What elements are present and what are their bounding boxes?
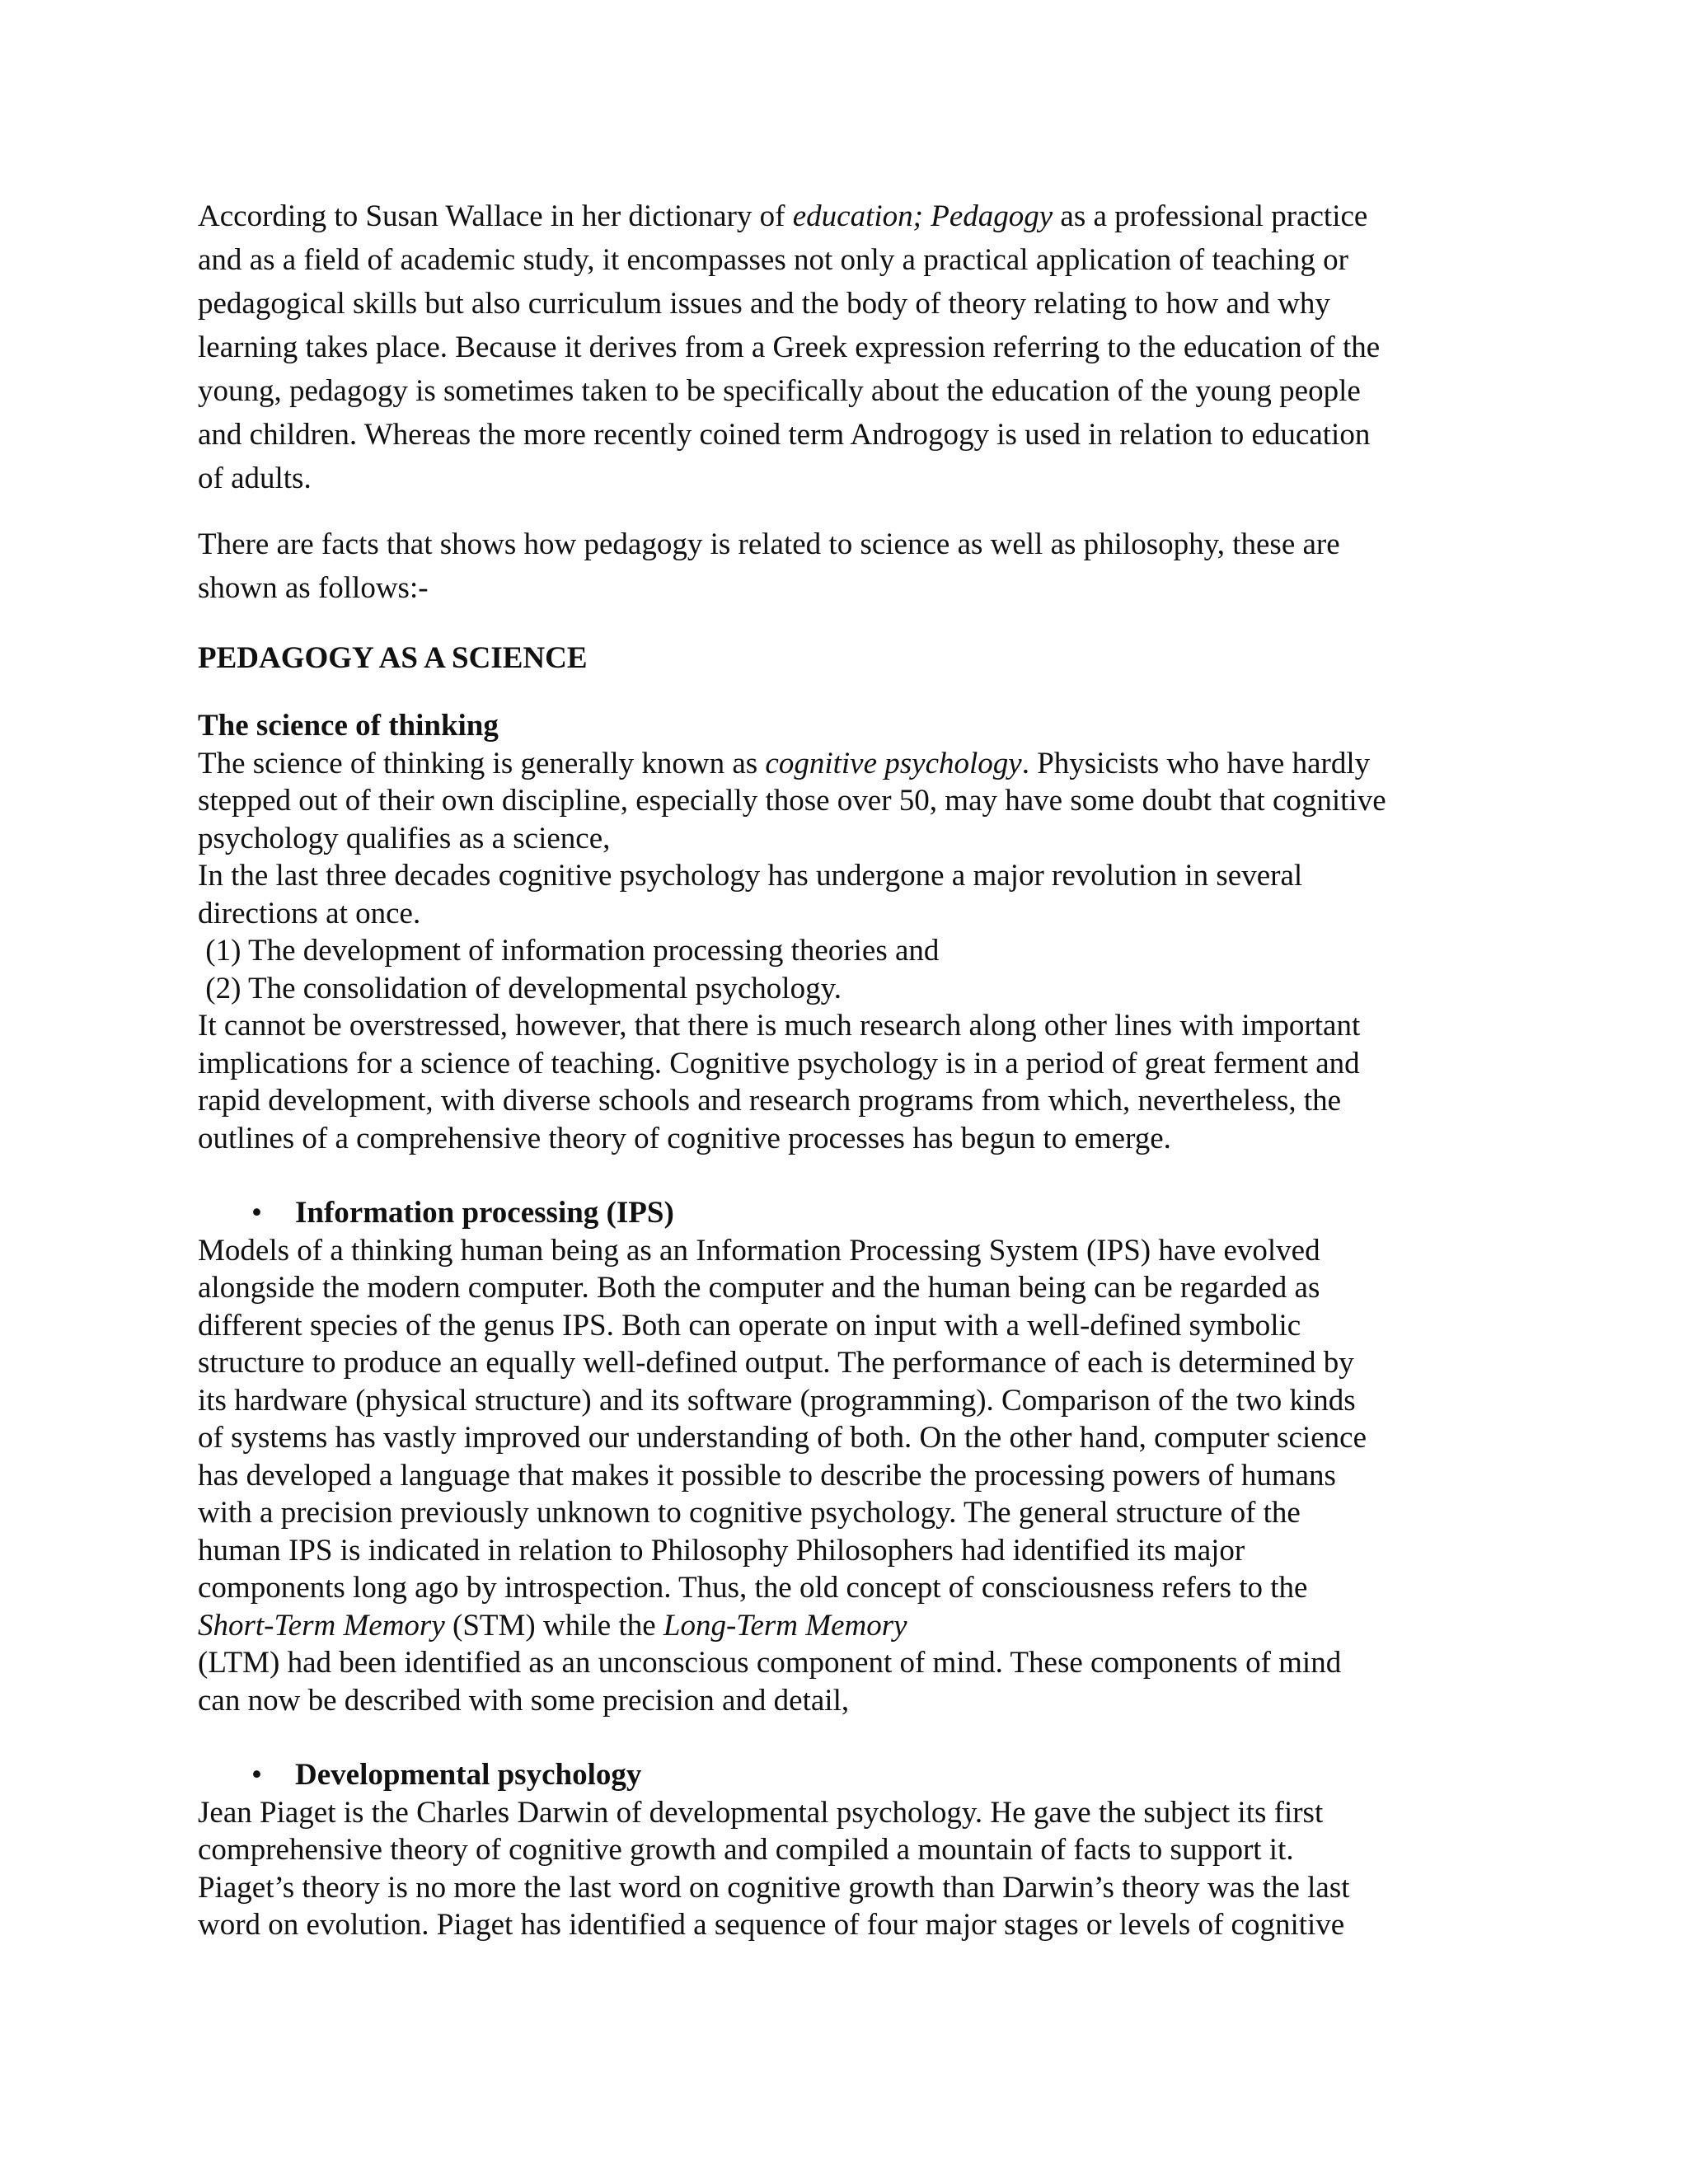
intro-line-1-text: According to Susan Wallace in her dictionary of (198, 199, 793, 233)
ips-line-13: can now be described with some precision and detail, (198, 1683, 850, 1718)
facts-line-2: shown as follows:- (198, 571, 429, 605)
thinking-line-10: rapid development, with diverse schools and research programs from which, nevertheless, the (198, 1084, 1342, 1118)
intro-line-4: learning takes place. Because it derives from a Greek expression referring to the education of the (198, 330, 1381, 364)
ips-line-3: different species of the genus IPS. Both can operate on input with a well-defined symbolic (198, 1308, 1301, 1343)
thinking-line-4: In the last three decades cognitive psychology has undergone a major revolution in several (198, 859, 1303, 893)
ips-line-11 (198, 1609, 907, 1643)
ips-line-5: its hardware (physical structure) and its software (programming). Comparison of the two kinds (198, 1383, 1356, 1418)
dev-body (198, 1794, 1500, 1944)
thinking-line-5: directions at once. (198, 896, 421, 930)
intro-italic-term: education; Pedagogy (792, 199, 1053, 233)
ips-line-9: human IPS is indicated in relation to Philosophy Philosophers had identified its major (198, 1533, 1245, 1568)
facts-paragraph (198, 523, 1500, 610)
ips-line-11-mid: (STM) while the (444, 1608, 663, 1643)
section-heading: PEDAGOGY AS A SCIENCE (198, 641, 588, 675)
dev-line-3: Piaget’s theory is no more the last word on cognitive growth than Darwin’s theory was the last (198, 1870, 1350, 1905)
intro-paragraph (198, 194, 1500, 500)
thinking-line-1 (198, 747, 1370, 780)
ips-line-2: alongside the modern computer. Both the computer and the human being can be regarded as (198, 1271, 1320, 1305)
intro-line-1-end: as a professional practice (1053, 199, 1368, 233)
ips-line-4: structure to produce an equally well-defined output. The performance of each is determined by (198, 1346, 1354, 1380)
dev-line-2: comprehensive theory of cognitive growth and compiled a mountain of facts to support it. (198, 1833, 1294, 1867)
dev-heading (198, 1756, 1500, 1794)
ips-line-10: components long ago by introspection. Thus, the old concept of consciousness refers to the (198, 1571, 1308, 1605)
ips-line-12: (LTM) had been identified as an unconscious component of mind. These components of mind (198, 1646, 1342, 1680)
ips-body (198, 1232, 1500, 1720)
ips-line-8: with a precision previously unknown to cognitive psychology. The general structure of the (198, 1496, 1301, 1530)
ips-line-6: of systems has vastly improved our understanding of both. On the other hand, computer science (198, 1421, 1367, 1455)
thinking-line-7: (2) The consolidation of developmental psychology. (198, 971, 842, 1005)
bullet-icon: • (251, 1758, 262, 1792)
thinking-line-1-text: The science of thinking is generally known as (198, 746, 766, 780)
intro-line-1 (198, 199, 1367, 233)
thinking-line-3: psychology qualifies as a science, (198, 821, 611, 855)
dev-line-4: word on evolution. Piaget has identified a sequence of four major stages or levels of cognitive (198, 1908, 1345, 1942)
intro-line-6: and children. Whereas the more recently coined term Androgogy is used in relation to education (198, 418, 1371, 452)
ips-heading-text: Information processing (IPS) (295, 1196, 674, 1230)
thinking-line-1-end: . Physicists who have hardly (1021, 746, 1371, 780)
intro-line-5: young, pedagogy is sometimes taken to be specifically about the education of the young people (198, 374, 1361, 408)
thinking-line-6: (1) The development of information processing theories and (198, 934, 940, 968)
dev-line-1: Jean Piaget is the Charles Darwin of developmental psychology. He gave the subject its first (198, 1795, 1324, 1830)
thinking-line-8: It cannot be overstressed, however, that there is much research along other lines with important (198, 1009, 1361, 1043)
thinking-line-9: implications for a science of teaching. Cognitive psychology is in a period of great ferment and (198, 1046, 1360, 1080)
document-page (198, 194, 1500, 1944)
thinking-line-11: outlines of a comprehensive theory of cognitive processes has begun to emerge. (198, 1121, 1171, 1155)
bullet-icon: • (251, 1196, 262, 1230)
intro-line-7: of adults. (198, 462, 312, 495)
ips-italic-ltm: Long-Term Memory (663, 1608, 907, 1643)
ips-line-7: has developed a language that makes it possible to describe the processing powers of humans (198, 1458, 1336, 1493)
ips-heading (198, 1194, 1500, 1232)
thinking-heading: The science of thinking (198, 709, 499, 743)
intro-line-3: pedagogical skills but also curriculum issues and the body of theory relating to how and why (198, 287, 1330, 321)
thinking-body (198, 745, 1500, 1158)
dev-heading-text: Developmental psychology (295, 1758, 642, 1792)
facts-line-1: There are facts that shows how pedagogy is related to science as well as philosophy, these are (198, 527, 1340, 561)
thinking-italic-term: cognitive psychology (765, 746, 1022, 780)
ips-line-1: Models of a thinking human being as an Information Processing System (IPS) have evolved (198, 1233, 1320, 1268)
ips-italic-stm: Short-Term Memory (198, 1608, 445, 1643)
intro-line-2: and as a field of academic study, it encompasses not only a practical application of teaching or (198, 243, 1348, 277)
thinking-line-2: stepped out of their own discipline, especially those over 50, may have some doubt that cognitive (198, 784, 1386, 818)
